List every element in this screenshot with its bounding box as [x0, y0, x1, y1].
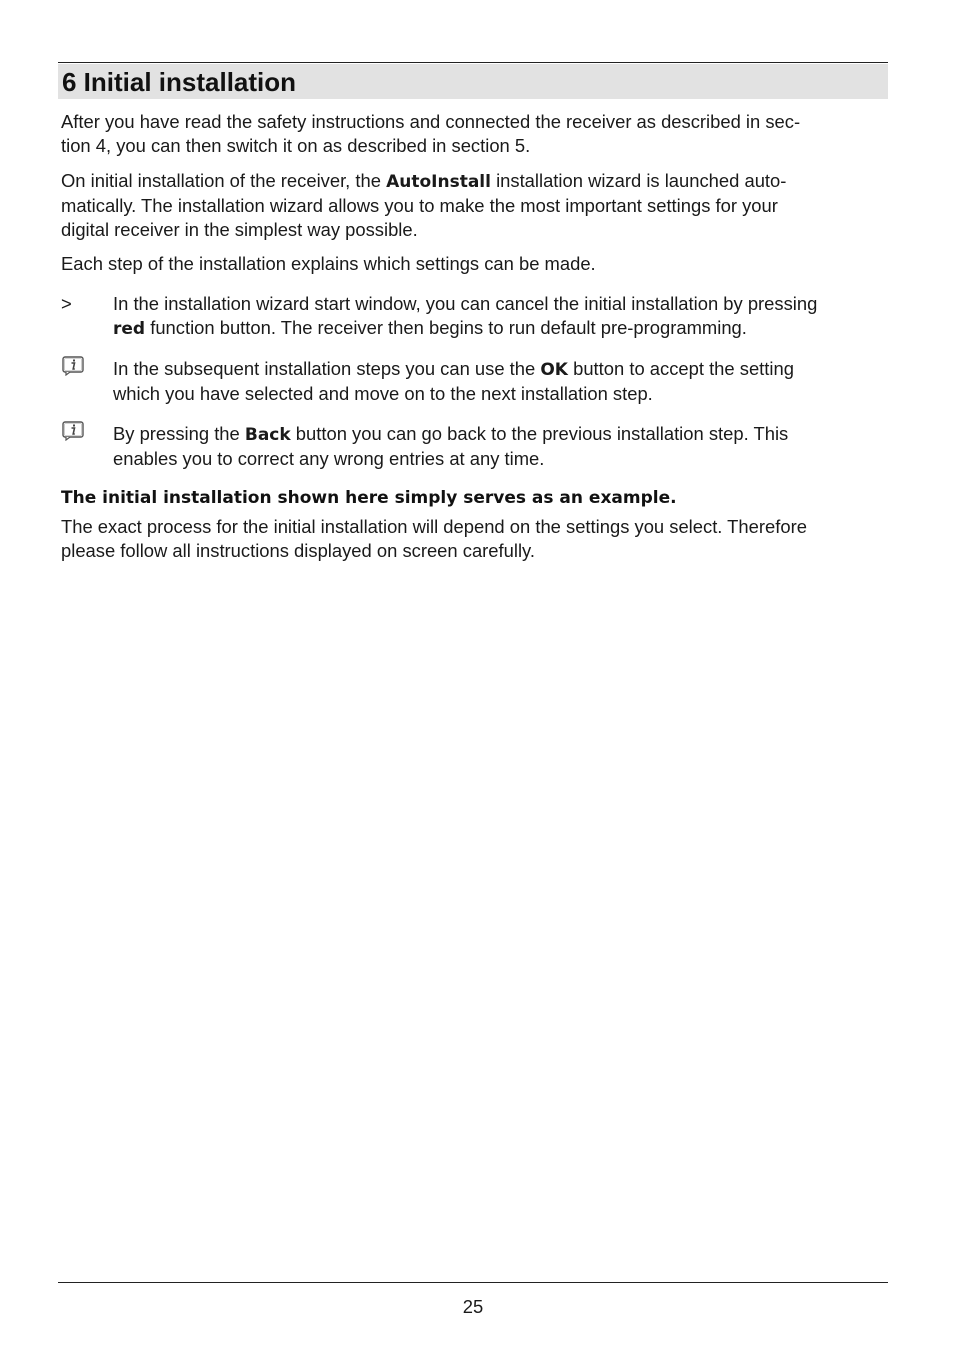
steps-paragraph: [61, 252, 891, 276]
back-button-line-1-end: button you can go back to the previous installation step. This: [290, 423, 789, 444]
ok-button-term: OK: [540, 360, 568, 380]
info-icon: [62, 356, 85, 376]
autoinstall-line-1-end: installation wizard is launched auto-: [490, 170, 787, 191]
intro-line-2: tion 4, you can then switch it on as described in section 5.: [61, 135, 531, 156]
steps-line-1: Each step of the installation explains which settings can be made.: [61, 253, 596, 274]
ok-button-line-1: [113, 357, 893, 382]
back-button-line-1: [113, 422, 893, 447]
back-button-line-1-start: By pressing the: [113, 423, 245, 444]
arrow-marker: >: [61, 293, 72, 314]
intro-line-1: After you have read the safety instructions and connected the receiver as described in sec-: [61, 111, 801, 132]
autoinstall-term: AutoInstall: [386, 172, 491, 192]
back-button-line-2: enables you to correct any wrong entries at any time.: [113, 448, 545, 469]
intro-paragraph: [61, 110, 891, 158]
autoinstall-paragraph: [61, 169, 891, 242]
example-note-heading: The initial installation shown here simply serves as an example.: [61, 488, 677, 508]
back-button-item: [113, 422, 893, 471]
cancel-install-line-2-end: function button. The receiver then begins to run default pre-programming.: [145, 317, 747, 338]
example-note-paragraph: [61, 515, 891, 563]
cancel-install-line-2: [113, 316, 893, 341]
example-note-line-1: The exact process for the initial installation will depend on the settings you select. Therefore: [61, 516, 807, 537]
ok-button-line-2: which you have selected and move on to the next installation step.: [113, 383, 653, 404]
footer-rule: [58, 1282, 888, 1283]
header-rule: [58, 62, 888, 63]
page-number: 25: [462, 1296, 484, 1317]
cancel-install-line-1: In the installation wizard start window, you can cancel the initial installation by pressing: [113, 293, 818, 314]
autoinstall-line-1: [61, 169, 891, 194]
autoinstall-line-2: matically. The installation wizard allows you to make the most important settings for your: [61, 195, 778, 216]
section-title: 6 Initial installation: [62, 67, 297, 97]
autoinstall-line-3: digital receiver in the simplest way possible.: [61, 219, 418, 240]
cancel-install-item: [113, 292, 893, 341]
ok-button-item: [113, 357, 893, 406]
back-button-term: Back: [244, 425, 291, 445]
red-button-term: red: [113, 319, 146, 339]
autoinstall-line-1-start: On initial installation of the receiver, the: [61, 170, 387, 191]
ok-button-line-1-end: button to accept the setting: [567, 358, 794, 379]
example-note-line-2: please follow all instructions displayed on screen carefully.: [61, 540, 535, 561]
ok-button-line-1-start: In the subsequent installation steps you can use the: [113, 358, 541, 379]
info-icon: [62, 421, 85, 441]
